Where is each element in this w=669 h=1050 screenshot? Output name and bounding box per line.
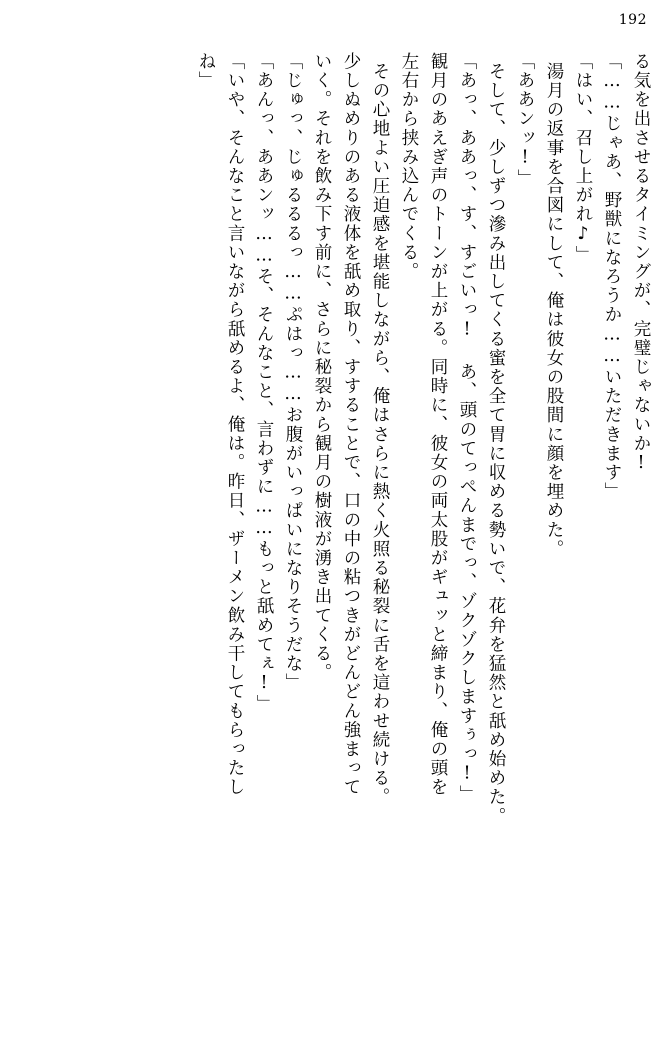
text-line: 「あんっ、ああンッ……そ、そんなこと、言わずに……もっと舐めてぇ!」 <box>254 52 274 714</box>
text-line: 少しぬめりのある液体を舐め取り、すすることで、口の中の粘つきがどんどん強まって <box>341 52 361 797</box>
text-line: 「ああンッ!」 <box>515 52 535 189</box>
text-line: る気を出させるタイミングが、完璧じゃないか! <box>631 52 651 475</box>
text-line: 「いや、そんなこと言いながら舐めるよ、俺は。昨日、ザーメン飲み干してもらったし <box>225 52 245 797</box>
text-line: 「あっ、ああっ、す、すごいっ! あ、頭のてっぺんまでっ、ゾクゾクしますぅっ!」 <box>457 52 477 805</box>
text-line: そして、少しずつ滲み出してくる蜜を全て胃に収める勢いで、花弁を猛然と舐め始めた。 <box>486 62 506 826</box>
text-line: 「……じゃあ、野獣になろうか……いただきます」 <box>602 52 622 502</box>
text-line: ね」 <box>196 52 216 91</box>
page-number: 192 <box>618 12 647 28</box>
text-line: 観月のあえぎ声のトーンが上がる。同時に、彼女の両太股がギュッと締まり、俺の頭を <box>428 52 448 797</box>
text-line: 「はい、召し上がれ♪」 <box>573 52 593 265</box>
vertical-text-body <box>18 52 649 1024</box>
text-line: いく。それを飲み下す前に、さらに秘裂から観月の樹液が湧き出てくる。 <box>312 52 332 683</box>
text-line: 「じゅっ、じゅるるるっ……ぷはっ……お腹がいっぱいになりそうだな」 <box>283 52 303 693</box>
text-line: 左右から挟み込んでくる。 <box>399 52 419 282</box>
text-line: その心地よい圧迫感を堪能しながら、俺はさらに熱く火照る秘裂に舌を這わせ続ける。 <box>370 62 390 807</box>
text-line: 湯月の返事を合図にして、俺は彼女の股間に顔を埋めた。 <box>544 62 564 559</box>
